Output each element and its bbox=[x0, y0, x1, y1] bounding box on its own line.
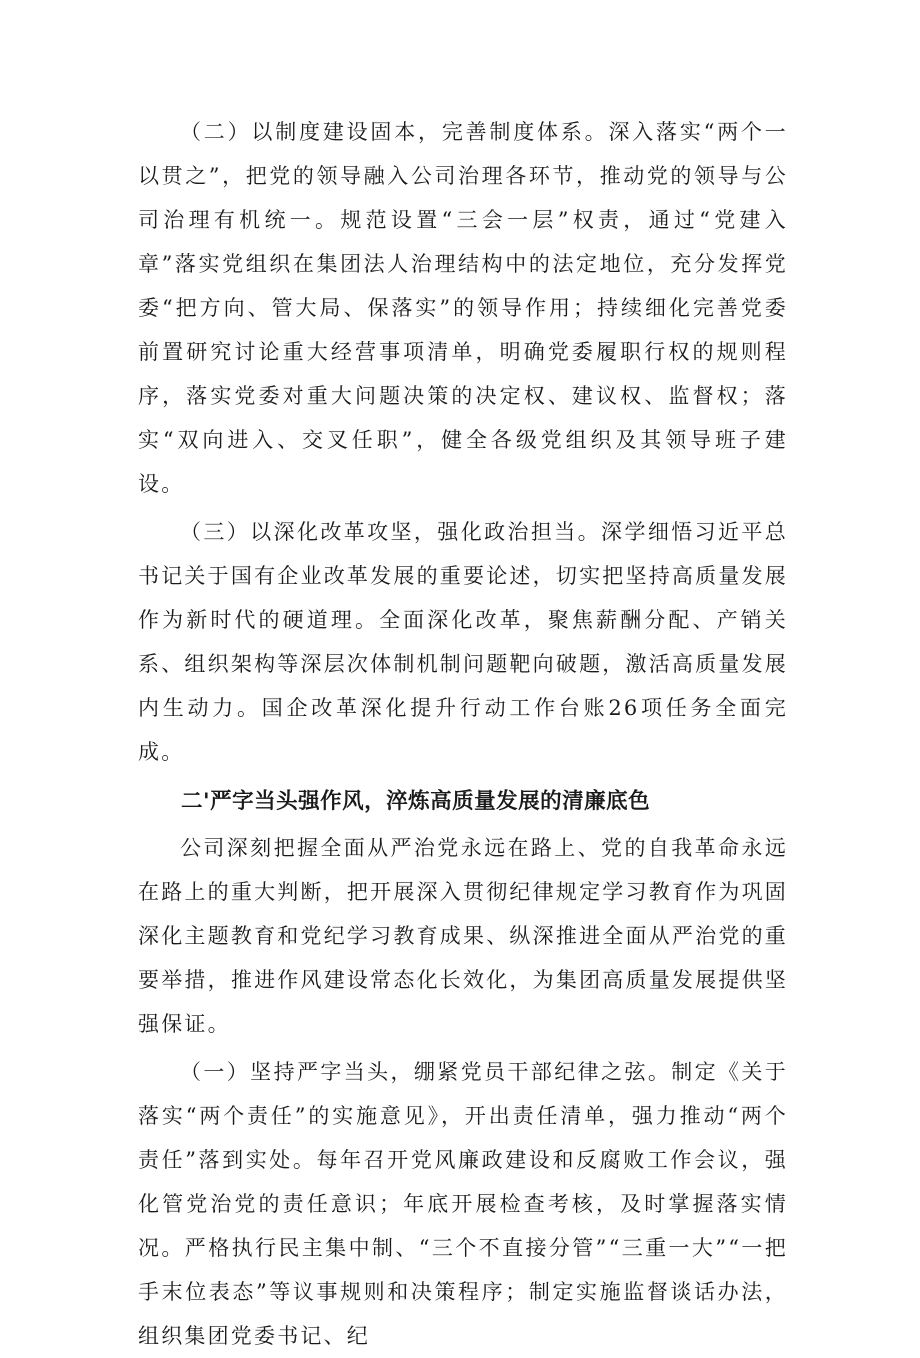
section-intro-paragraph: 公司深刻把握全面从严治党永远在路上、党的自我革命永远在路上的重大判断，把开展深入贯彻纪律规定学习教育作为巩固深化主题教育和党纪学习教育成果、纵深推进全面从严治党的重要举措，推进作风建设常态化长效化，为集团高质量发展提供坚强保证。 bbox=[138, 836, 788, 1036]
paragraph-deepening-reform: （三）以深化改革攻坚，强化政治担当。深学细悟习近平总书记关于国有企业改革发展的重要论述，切实把坚持高质量发展作为新时代的硬道理。全面深化改革，聚焦薪酬分配、产销关系、组织架构等深层次体制机制问题靶向破题，激活高质量发展内生动力。国企改革深化提升行动工作台账26项任务全面完成。 bbox=[138, 520, 788, 764]
paragraph-discipline: （一）坚持严字当头，绷紧党员干部纪律之弦。制定《关于落实“两个责任”的实施意见》，开出责任清单，强力推动“两个责任”落到实处。每年召开党风廉政建设和反腐败工作会议，强化管党治党的责任意识；年底开展检查考核，及时掌握落实情况。严格执行民主集中制、“三个不直接分管”“三重一大”“一把手末位表态”等议事规则和决策程序；制定实施监督谈话办法，组织集团党委书记、纪 bbox=[138, 1060, 788, 1348]
section-heading: 二'严字当头强作风，淬炼高质量发展的清廉底色 bbox=[181, 789, 651, 814]
paragraph-institution-building: （二）以制度建设固本，完善制度体系。深入落实“两个一以贯之”，把党的领导融入公司治理各环节，推动党的领导与公司治理有机统一。规范设置“三会一层”权责，通过“党建入章”落实党组织在集团法人治理结构中的法定地位，充分发挥党委“把方向、管大局、保落实”的领导作用；持续细化完善党委前置研究讨论重大经营事项清单，明确党委履职行权的规则程序，落实党委对重大问题决策的决定权、建议权、监督权；落实“双向进入、交叉任职”，健全各级党组织及其领导班子建设。 bbox=[138, 120, 788, 496]
document-body bbox=[138, 110, 788, 1358]
